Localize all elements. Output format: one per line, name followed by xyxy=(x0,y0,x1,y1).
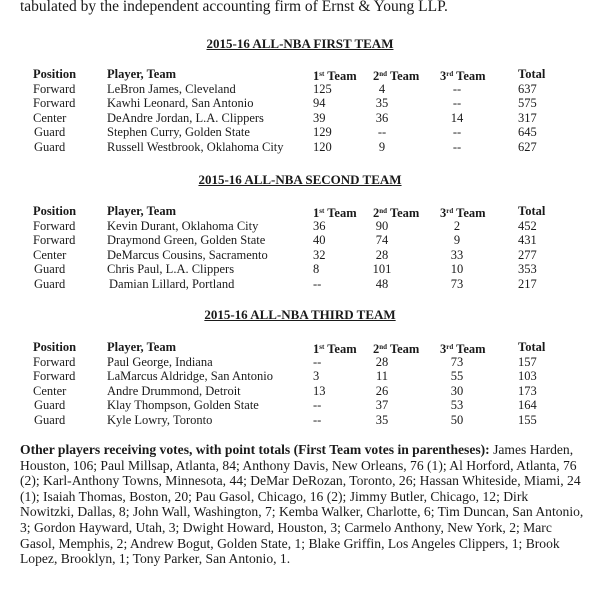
third-team-votes: 30 xyxy=(450,383,464,398)
header-position: Position xyxy=(33,67,77,81)
header-first-team: 1st Team xyxy=(313,69,357,83)
second-team-votes: 11 xyxy=(375,369,389,384)
table-row xyxy=(0,369,600,384)
header-position: Position xyxy=(33,340,77,354)
header-third-team: 3rd Team xyxy=(440,69,486,83)
player-cell: LaMarcus Aldridge, San Antonio xyxy=(107,369,273,384)
table-row xyxy=(0,125,600,140)
second-team-votes: 35 xyxy=(375,96,389,111)
table-row xyxy=(0,111,600,126)
total-points: 173 xyxy=(518,383,537,398)
player-cell: DeAndre Jordan, L.A. Clippers xyxy=(107,110,264,125)
intro-text: tabulated by the independent accounting firm of Ernst & Young LLP. xyxy=(20,0,448,15)
position-cell: Guard xyxy=(34,125,66,140)
total-points: 164 xyxy=(518,398,537,413)
total-points: 637 xyxy=(518,81,537,96)
third-team-table xyxy=(0,340,600,428)
first-team-votes: 13 xyxy=(313,383,326,398)
second-team-votes: 28 xyxy=(375,354,389,369)
third-team-votes: -- xyxy=(452,96,462,111)
player-cell: Kawhi Leonard, San Antonio xyxy=(107,96,254,111)
second-team-votes: 9 xyxy=(378,139,386,154)
first-team-votes: 40 xyxy=(313,233,326,248)
total-points: 157 xyxy=(518,354,537,369)
total-points: 431 xyxy=(518,233,537,248)
first-team-votes: 129 xyxy=(313,125,332,140)
header-second-team: 2nd Team xyxy=(373,206,420,220)
third-team-votes: 73 xyxy=(450,354,464,369)
first-team-votes: 120 xyxy=(313,139,332,154)
header-total: Total xyxy=(518,340,546,354)
player-cell: Paul George, Indiana xyxy=(107,354,213,369)
player-cell: Klay Thompson, Golden State xyxy=(107,398,259,413)
table-row xyxy=(0,398,600,413)
table-row xyxy=(0,413,600,428)
header-total: Total xyxy=(518,67,546,81)
table-header xyxy=(0,204,600,219)
second-team-votes: 101 xyxy=(372,262,392,277)
second-team-votes: 74 xyxy=(375,233,389,248)
second-team-votes: 35 xyxy=(375,412,389,427)
second-team-votes: 26 xyxy=(375,383,389,398)
first-team-votes: -- xyxy=(313,276,322,291)
first-team-votes: 32 xyxy=(313,247,326,262)
second-team-votes: -- xyxy=(377,125,387,140)
third-team-votes: 2 xyxy=(453,218,461,233)
position-cell: Forward xyxy=(33,96,76,111)
total-points: 217 xyxy=(518,276,537,291)
total-points: 452 xyxy=(518,218,537,233)
position-cell: Center xyxy=(33,247,67,262)
position-cell: Guard xyxy=(34,398,66,413)
second-team-table xyxy=(0,204,600,292)
table-row xyxy=(0,384,600,399)
total-points: 317 xyxy=(518,110,537,125)
total-points: 103 xyxy=(518,369,537,384)
table-row xyxy=(0,277,600,292)
third-team-votes: 10 xyxy=(450,262,464,277)
other-players-paragraph xyxy=(20,442,585,567)
position-cell: Forward xyxy=(33,354,76,369)
header-player: Player, Team xyxy=(107,67,176,81)
player-cell: Draymond Green, Golden State xyxy=(107,233,266,248)
total-points: 277 xyxy=(518,247,537,262)
position-cell: Forward xyxy=(33,81,76,96)
first-team-votes: -- xyxy=(313,398,322,413)
total-points: 627 xyxy=(518,139,537,154)
header-second-team: 2nd Team xyxy=(373,342,420,356)
total-points: 155 xyxy=(518,412,537,427)
position-cell: Center xyxy=(33,383,67,398)
header-player: Player, Team xyxy=(107,204,176,218)
position-cell: Forward xyxy=(33,369,76,384)
table-row xyxy=(0,219,600,234)
first-team-table xyxy=(0,67,600,155)
first-team-votes: 125 xyxy=(313,81,332,96)
table-row xyxy=(0,262,600,277)
table-row xyxy=(0,355,600,370)
total-points: 575 xyxy=(518,96,537,111)
header-first-team: 1st Team xyxy=(313,206,357,220)
player-cell: Russell Westbrook, Oklahoma City xyxy=(107,139,284,154)
second-team-votes: 36 xyxy=(375,110,389,125)
third-team-votes: 9 xyxy=(453,233,461,248)
first-team-votes: 94 xyxy=(313,96,326,111)
table-row xyxy=(0,248,600,263)
third-team-votes: 33 xyxy=(450,247,464,262)
header-third-team: 3rd Team xyxy=(440,206,486,220)
position-cell: Guard xyxy=(34,139,66,154)
other-players-lead: Other players receiving votes, with point totals (First Team votes in parentheses): xyxy=(20,442,490,457)
first-team-title: 2015-16 ALL-NBA FIRST TEAM xyxy=(206,36,394,51)
header-first-team: 1st Team xyxy=(313,342,357,356)
header-position: Position xyxy=(33,204,77,218)
table-row xyxy=(0,96,600,111)
table-row xyxy=(0,140,600,155)
position-cell: Forward xyxy=(33,233,76,248)
player-cell: Damian Lillard, Portland xyxy=(109,276,235,291)
second-team-votes: 37 xyxy=(375,398,389,413)
position-cell: Guard xyxy=(34,262,66,277)
table-row xyxy=(0,82,600,97)
player-cell: Kyle Lowry, Toronto xyxy=(107,412,213,427)
total-points: 645 xyxy=(518,125,537,140)
first-team-votes: 36 xyxy=(313,218,326,233)
first-team-votes: 8 xyxy=(313,262,320,277)
header-total: Total xyxy=(518,204,546,218)
player-cell: Kevin Durant, Oklahoma City xyxy=(107,218,259,233)
third-team-votes: -- xyxy=(452,125,462,140)
first-team-votes: -- xyxy=(313,354,322,369)
third-team-votes: 73 xyxy=(450,276,464,291)
position-cell: Guard xyxy=(34,412,66,427)
header-second-team: 2nd Team xyxy=(373,69,420,83)
total-points: 353 xyxy=(518,262,537,277)
third-team-votes: 53 xyxy=(450,398,464,413)
third-team-title: 2015-16 ALL-NBA THIRD TEAM xyxy=(204,307,396,322)
third-team-votes: -- xyxy=(452,81,462,96)
second-team-votes: 90 xyxy=(375,218,389,233)
header-player: Player, Team xyxy=(107,340,176,354)
player-cell: Stephen Curry, Golden State xyxy=(107,125,250,140)
third-team-votes: 55 xyxy=(450,369,464,384)
second-team-title: 2015-16 ALL-NBA SECOND TEAM xyxy=(198,172,402,187)
player-cell: LeBron James, Cleveland xyxy=(107,81,236,96)
third-team-votes: -- xyxy=(452,139,462,154)
player-cell: Andre Drummond, Detroit xyxy=(107,383,241,398)
third-team-votes: 50 xyxy=(450,412,464,427)
table-row xyxy=(0,233,600,248)
position-cell: Guard xyxy=(34,276,66,291)
position-cell: Center xyxy=(33,110,67,125)
first-team-votes: 39 xyxy=(313,110,326,125)
table-header xyxy=(0,340,600,355)
second-team-votes: 28 xyxy=(375,247,389,262)
third-team-votes: 14 xyxy=(450,110,464,125)
header-third-team: 3rd Team xyxy=(440,342,486,356)
player-cell: DeMarcus Cousins, Sacramento xyxy=(107,247,268,262)
table-header xyxy=(0,67,600,82)
first-team-votes: -- xyxy=(313,412,322,427)
second-team-votes: 48 xyxy=(375,276,389,291)
position-cell: Forward xyxy=(33,218,76,233)
second-team-votes: 4 xyxy=(378,81,386,96)
other-players-list: James Harden, Houston, 106; Paul Millsap, Atlanta, 84; Anthony Davis, New Orleans, 76 (1); Al Horford, Atlanta, 76 (2); Karl-Anthony Towns, Minnesota, 44; DeMar DeRozan, Toronto, 26; Hassan Whiteside, Miami, 24 (1); Isaiah Thomas, Boston, 20; Pau Gasol, Chicago, 16 (2); Jimmy Butler, Chicago, 12; Dirk Nowitzki, Dallas, 8; John Wall, Washington, 7; Kemba Walker, Charlotte, 6; Tim Duncan, San Antonio, 3; Gordon Hayward, Utah, 3; Dwight Howard, Houston, 3; Carmelo Anthony, New York, 2; Marc Gasol, Memphis, 2; Andrew Bogut, Golden State, 1; Blake Griffin, Los Angeles Clippers, 1; Brook Lopez, Brooklyn, 1; Tony Parker, San Antonio, 1. xyxy=(20,442,584,567)
player-cell: Chris Paul, L.A. Clippers xyxy=(107,262,235,277)
first-team-votes: 3 xyxy=(313,369,320,384)
